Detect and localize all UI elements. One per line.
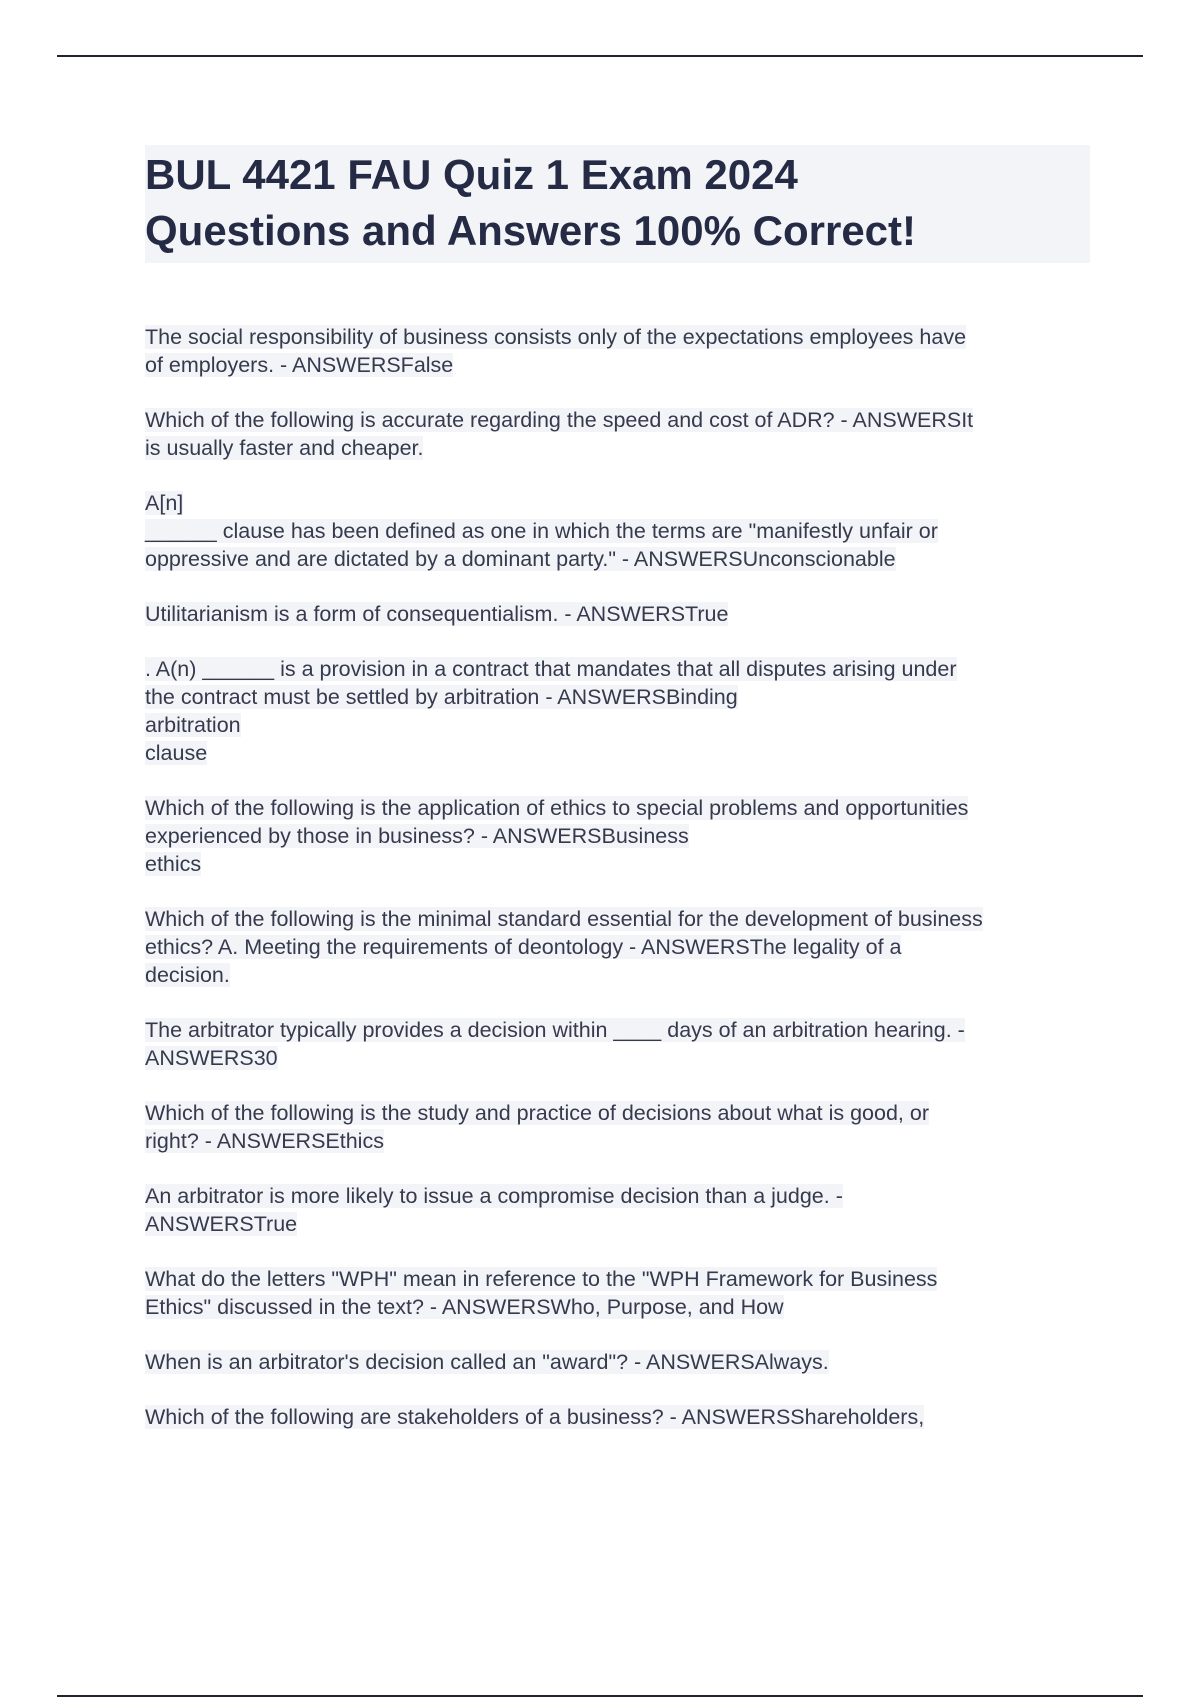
qa-line: [145, 600, 1090, 628]
qa-line-text: Which of the following is the study and practice of decisions about what is good, or: [145, 1101, 929, 1125]
qa-line-text: ethics: [145, 852, 202, 876]
qa-item: [145, 323, 1090, 379]
qa-line-text: ethics? A. Meeting the requirements of deontology - ANSWERSThe legality of a: [145, 935, 902, 959]
qa-item: [145, 655, 1090, 767]
qa-line-text: Utilitarianism is a form of consequentialism. - ANSWERSTrue: [145, 602, 729, 626]
qa-line-text: The arbitrator typically provides a decision within ____ days of an arbitration hearing. -: [145, 1018, 965, 1042]
qa-line-text: experienced by those in business? - ANSWERSBusiness: [145, 824, 689, 848]
qa-line: [145, 406, 1090, 434]
qa-line: [145, 1182, 1090, 1210]
qa-line-text: When is an arbitrator's decision called an "award"? - ANSWERSAlways.: [145, 1350, 829, 1374]
qa-line: [145, 1127, 1090, 1155]
qa-line-text: The social responsibility of business consists only of the expectations employees have: [145, 325, 967, 349]
qa-line-text: Ethics" discussed in the text? - ANSWERSWho, Purpose, and How: [145, 1295, 784, 1319]
document-body: [145, 145, 1090, 1458]
qa-line: [145, 489, 1090, 517]
qa-item: [145, 1403, 1090, 1431]
qa-line: [145, 1265, 1090, 1293]
qa-line: [145, 739, 1090, 767]
qa-line-text: ANSWERSTrue: [145, 1212, 298, 1236]
qa-line: [145, 1293, 1090, 1321]
qa-line: [145, 822, 1090, 850]
document-title: [145, 147, 1086, 259]
qa-line: [145, 711, 1090, 739]
qa-line: [145, 1348, 1090, 1376]
qa-line: [145, 961, 1090, 989]
qa-line-text: is usually faster and cheaper.: [145, 436, 424, 460]
qa-item: [145, 1182, 1090, 1238]
qa-line-text: Which of the following is accurate regarding the speed and cost of ADR? - ANSWERSIt: [145, 408, 974, 432]
qa-line-text: What do the letters "WPH" mean in reference to the "WPH Framework for Business: [145, 1267, 938, 1291]
qa-item: [145, 905, 1090, 989]
qa-line: [145, 1099, 1090, 1127]
qa-line: [145, 655, 1090, 683]
qa-line: [145, 434, 1090, 462]
qa-item: [145, 1099, 1090, 1155]
qa-item: [145, 489, 1090, 573]
title-line-1: BUL 4421 FAU Quiz 1 Exam 2024: [145, 151, 798, 198]
qa-line-text: A[n]: [145, 491, 184, 515]
qa-list: [145, 323, 1090, 1431]
title-block: [145, 145, 1090, 263]
qa-line-text: ______ clause has been defined as one in which the terms are "manifestly unfair or: [145, 519, 938, 543]
qa-item: [145, 1348, 1090, 1376]
qa-line: [145, 1016, 1090, 1044]
qa-line-text: Which of the following are stakeholders of a business? - ANSWERSShareholders,: [145, 1405, 925, 1429]
qa-line-text: Which of the following is the application of ethics to special problems and opportunities: [145, 796, 969, 820]
qa-line: [145, 351, 1090, 379]
qa-line: [145, 683, 1090, 711]
qa-line-text: the contract must be settled by arbitration - ANSWERSBinding: [145, 685, 738, 709]
qa-item: [145, 794, 1090, 878]
qa-line-text: clause: [145, 741, 208, 765]
qa-line: [145, 323, 1090, 351]
qa-line: [145, 545, 1090, 573]
qa-line: [145, 850, 1090, 878]
qa-item: [145, 1265, 1090, 1321]
qa-line-text: An arbitrator is more likely to issue a compromise decision than a judge. -: [145, 1184, 843, 1208]
qa-line: [145, 794, 1090, 822]
qa-item: [145, 600, 1090, 628]
qa-line: [145, 1403, 1090, 1431]
qa-line-text: of employers. - ANSWERSFalse: [145, 353, 454, 377]
bottom-rule: [57, 1695, 1143, 1697]
qa-line-text: ANSWERS30: [145, 1046, 278, 1070]
qa-line: [145, 905, 1090, 933]
qa-line-text: arbitration: [145, 713, 241, 737]
qa-line-text: decision.: [145, 963, 230, 987]
qa-line: [145, 517, 1090, 545]
top-rule: [57, 55, 1143, 57]
qa-item: [145, 406, 1090, 462]
qa-line-text: right? - ANSWERSEthics: [145, 1129, 384, 1153]
qa-line: [145, 1210, 1090, 1238]
qa-line-text: oppressive and are dictated by a dominant party." - ANSWERSUnconscionable: [145, 547, 896, 571]
qa-line-text: . A(n) ______ is a provision in a contract that mandates that all disputes arising under: [145, 657, 957, 681]
qa-line: [145, 933, 1090, 961]
qa-item: [145, 1016, 1090, 1072]
qa-line-text: Which of the following is the minimal standard essential for the development of business: [145, 907, 983, 931]
qa-line: [145, 1044, 1090, 1072]
title-line-2: Questions and Answers 100% Correct!: [145, 207, 917, 254]
